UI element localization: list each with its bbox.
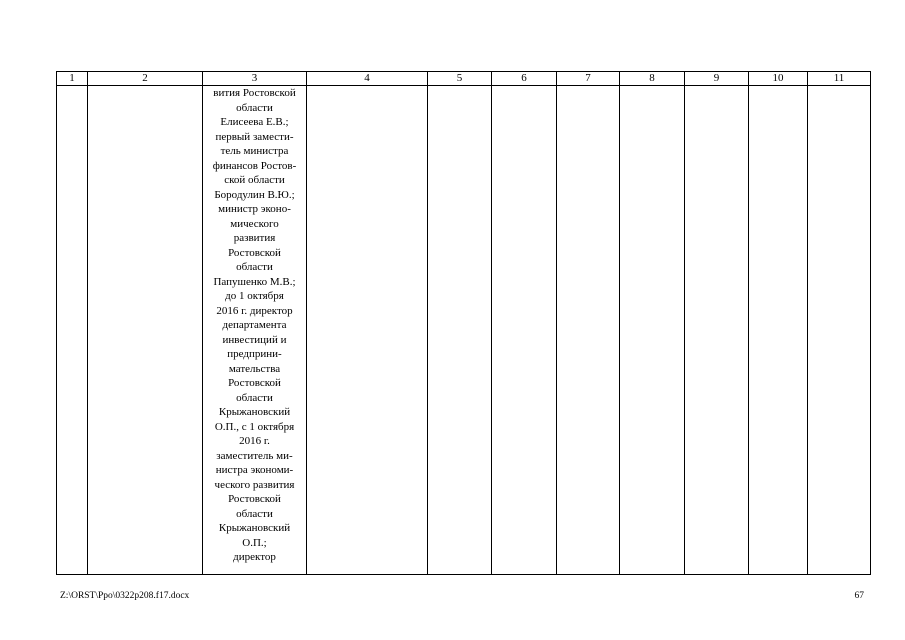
table-cell-col7 [557, 86, 620, 575]
table-cell-col11 [808, 86, 871, 575]
column-header-7: 7 [557, 72, 620, 86]
column-header-3: 3 [203, 72, 307, 86]
column-header-4: 4 [307, 72, 428, 86]
table-cell-col6 [492, 86, 557, 575]
data-table [56, 71, 871, 575]
table-cell-col3 [203, 86, 307, 575]
column-header-11: 11 [808, 72, 871, 86]
table-cell-col1 [57, 86, 88, 575]
table-cell-col8 [620, 86, 685, 575]
footer-page-number: 67 [854, 591, 864, 601]
table-cell-col2 [88, 86, 203, 575]
column-header-5: 5 [428, 72, 492, 86]
table-cell-col10 [749, 86, 808, 575]
table-cell-col9 [685, 86, 749, 575]
table-cell-col4 [307, 86, 428, 575]
footer-file-path: Z:\ORST\Ppo\0322p208.f17.docx [60, 591, 190, 601]
column-header-10: 10 [749, 72, 808, 86]
table-row [57, 86, 871, 575]
column-header-9: 9 [685, 72, 749, 86]
column-header-2: 2 [88, 72, 203, 86]
column-header-6: 6 [492, 72, 557, 86]
table-header-row [57, 72, 871, 86]
responsible-persons-text: вития Ростовской области Елисеева Е.В.; первый замести- тель министра финансов Ростов- ской области Бородулин В.Ю.; министр эконо- мического развития Ростовской области Папушенко М.В.; до 1 октября 2016 г. директор департамента инвестиций и предприни- мательства Ростовской области Крыжановский О.П., с 1 октября 2016 г. заместитель ми- нистра экономи- ческого развития Ростовской области Крыжановский О.П.; директор [212, 87, 297, 563]
column-header-1: 1 [57, 72, 88, 86]
column-header-8: 8 [620, 72, 685, 86]
table-cell-col5 [428, 86, 492, 575]
